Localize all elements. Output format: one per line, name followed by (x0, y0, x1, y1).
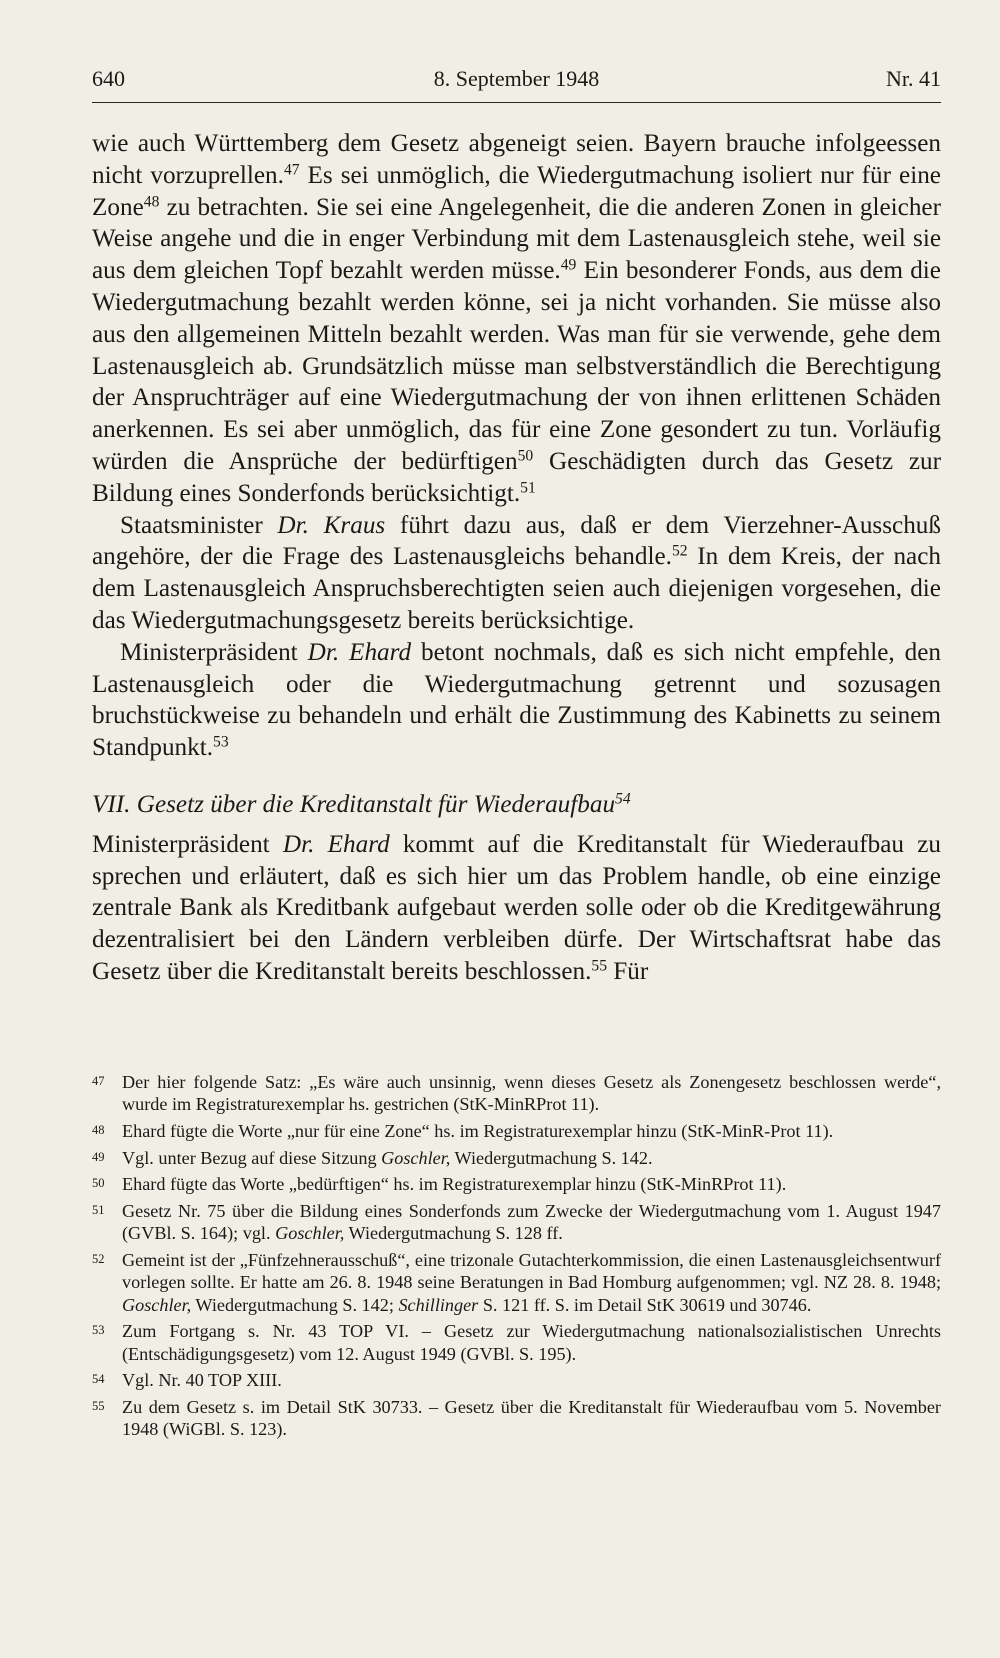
section-heading: VII. Gesetz über die Kreditanstalt für Wiederaufbau$^{54}$ (92, 790, 631, 818)
footnote-number: 47 (92, 1074, 105, 1088)
paragraph: Ministerpräsident Dr. Ehard kommt auf die Kreditanstalt für Wiederaufbau zu sprechen und erläutert, daß es sich hier um das Problem handle, ob eine einzige zentrale Bank als Kreditbank aufgebaut werden solle oder ob die Kreditgewährung dezentralisiert bei den Ländern verbleiben dürfe. Der Wirtschaftsrat habe das Gesetz über die Kreditanstalt bereits beschlossen.$^{55}$ Für (92, 830, 942, 985)
paragraph: wie auch Württemberg dem Gesetz abgeneigt seien. Bayern brauche infolgeessen nicht vorzuprellen.$^{47}$ Es sei unmöglich, die Wiedergutmachung isoliert nur für eine Zone$^{48}$ zu betrachten. Sie sei eine Angelegenheit, die die anderen Zonen in gleicher Weise angehe und die in enger Verbindung mit dem Lastenausgleich stehe, weil sie aus dem gleichen Topf bezahlt werden müsse.$^{49}$ Ein besonderer Fonds, aus dem die Wiedergutmachung bezahlt werden könne, sei ja nicht vorhanden. Sie müsse also aus den allgemeinen Mitteln bezahlt werden. Was man für sie verwende, gehe dem Lastenausgleich ab. Grundsätzlich müsse man selbstverständlich die Berechtigung der Anspruchträger auf eine Wiedergutmachung der von ihnen erlittenen Schäden anerkennen. Es sei aber unmöglich, das für eine Zone gesondert zu tun. Vorläufig würden die Ansprüche der bedürftigen$^{50}$ Geschädigten durch das Gesetz zur Bildung eines Sonderfonds berücksichtigt.$^{51}$ (92, 130, 941, 507)
footnote-ref[interactable]: 50 (517, 447, 534, 465)
footnote: 52 Gemeint ist der „Fünfzehnerausschuß“, eine trizonale Gutachterkommission, die einen Lastenausgleichsentwurf vorlegen sollte. Er hatte am 26. 8. 1948 seine Beratungen in Bad Homburg aufgenommen; vgl. NZ 28. 8. 1948; Goschler, Wiedergutmachung S. 142; Schillinger S. 121 ff. S. im Detail StK 30619 und 30746. (92, 1249, 941, 1315)
footnotes (92, 1071, 941, 1445)
page-number: 640 (92, 66, 125, 91)
footnote-ref[interactable]: 47 (283, 161, 300, 179)
footnote: 51 Gesetz Nr. 75 über die Bildung eines Sonderfonds zum Zwecke der Wiedergutmachung vom 1. August 1947 (GVBl. S. 164); vgl. Goschler, Wiedergutmachung S. 128 ff. (92, 1200, 941, 1244)
document-number: Nr. 41 (886, 66, 941, 91)
footnote-number: 55 (92, 1398, 105, 1413)
footnote-number: 54 (92, 1372, 105, 1387)
footnote-ref[interactable]: 54 (615, 790, 631, 808)
footnote-ref[interactable]: 52 (671, 542, 688, 560)
footnote-ref[interactable]: 48 (143, 193, 160, 211)
main-text (92, 128, 941, 988)
footnote: 53 Zum Fortgang s. Nr. 43 TOP VI. – Gesetz zur Wiedergutmachung nationalsozialistischen Unrechts (Entschädigungsgesetz) vom 12. August 1949 (GVBl. S. 195). (92, 1321, 941, 1364)
header-date: 8. September 1948 (433, 66, 600, 91)
author-name: Goschler, (275, 1223, 345, 1244)
footnote: 50 Ehard fügte das Worte „bedürftigen“ hs. im Registraturexemplar hinzu (StK-MinRProt 11). (92, 1174, 787, 1195)
person-name: Dr. Kraus (277, 511, 386, 539)
author-name: Goschler, (381, 1147, 451, 1168)
paragraph: Staatsminister Dr. Kraus führt dazu aus, daß er dem Vierzehner-Ausschuß angehöre, der die Frage des Lastenausgleichs behandle.$^{52}$ In dem Kreis, der nach dem Lastenausgleich Anspruchsberechtigten seien auch diejenigen vorgesehen, die das Wiedergutmachungsgesetz bereits berücksichtige. (92, 511, 941, 634)
running-header (92, 62, 941, 103)
footnote-ref[interactable]: 51 (520, 479, 536, 497)
footnote-number: 53 (92, 1323, 105, 1338)
footnote-number: 49 (92, 1149, 105, 1164)
footnote: 55 Zu dem Gesetz s. im Detail StK 30733. – Gesetz über die Kreditanstalt für Wiederaufbau vom 5. November 1948 (WiGBl. S. 123). (92, 1396, 941, 1440)
footnote-ref[interactable]: 49 (560, 256, 577, 274)
footnote: 49 Vgl. unter Bezug auf diese Sitzung Goschler, Wiedergutmachung S. 142. (92, 1147, 653, 1168)
footnote-number: 50 (92, 1176, 105, 1191)
footnote-number: 52 (92, 1251, 105, 1266)
footnote: 48 Ehard fügte die Worte „nur für eine Zone“ hs. im Registraturexemplar hinzu (StK-MinR-Prot 11). (92, 1121, 834, 1141)
person-name: Dr. Ehard (282, 830, 390, 858)
footnote-ref[interactable]: 55 (591, 957, 607, 975)
footnote-ref[interactable]: 53 (213, 733, 229, 751)
person-name: Dr. Ehard (307, 638, 412, 666)
paragraph: Ministerpräsident Dr. Ehard betont nochmals, daß es sich nicht empfehle, den Lastenausgleich oder die Wiedergutmachung getrennt und sozusagen bruchstückweise zu behandeln und erhält die Zustimmung des Kabinetts zu seinem Standpunkt.$^{53}$ (92, 638, 942, 762)
footnote: 54 Vgl. Nr. 40 TOP XIII. (92, 1370, 282, 1391)
author-name: Schillinger (398, 1294, 479, 1315)
footnote: 47 Der hier folgende Satz: „Es wäre auch unsinnig, wenn dieses Gesetz als Zonengesetz beschlossen werde“, wurde im Registraturexemplar hs. gestrichen (StK-MinRProt 11). (92, 1072, 941, 1115)
author-name: Goschler, (122, 1294, 192, 1315)
footnote-number: 51 (92, 1202, 105, 1217)
footnote-number: 48 (92, 1123, 105, 1137)
